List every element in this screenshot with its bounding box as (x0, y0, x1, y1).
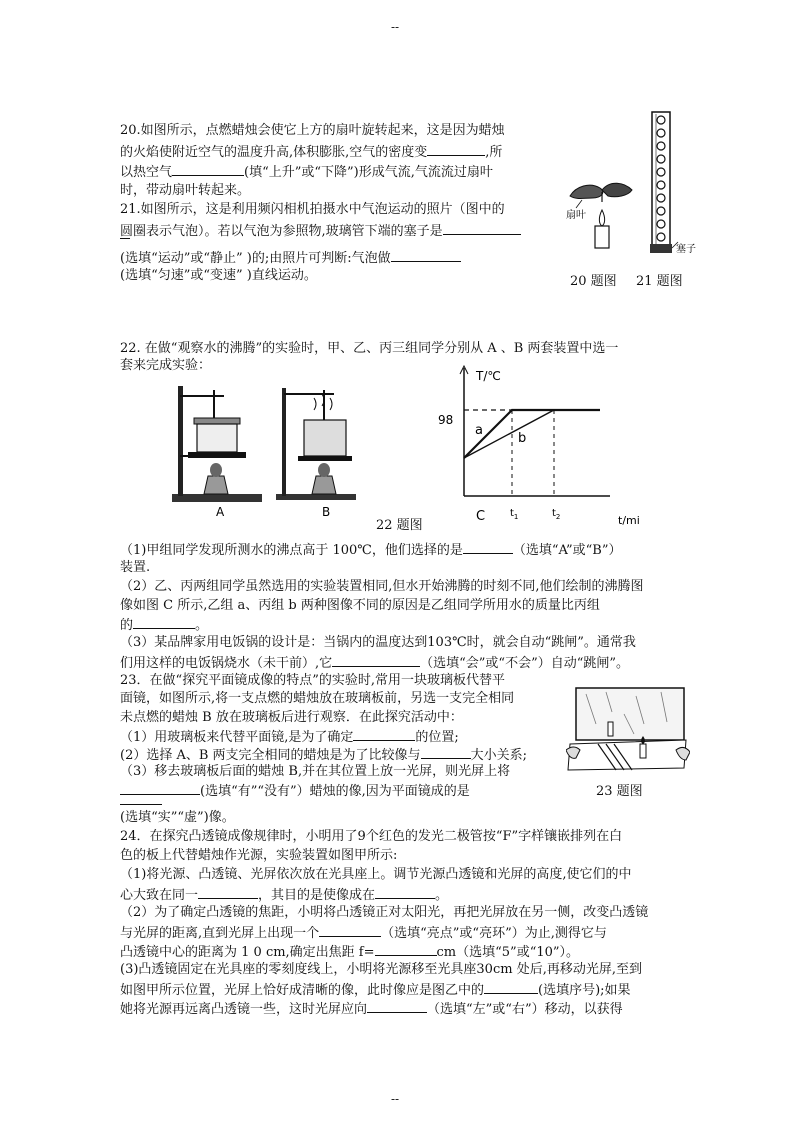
y-tick-label: 98 (438, 413, 454, 427)
fig23-caption: 23 题图 (596, 784, 643, 799)
q22-line1: 22. 在做“观察水的沸腾”的实验时，甲、乙、丙三组同学分别从 A 、B 两套装置中选一 (120, 341, 619, 356)
x-tick-t2: $t_2$ (552, 508, 561, 521)
q24-text: (选填序号);如果 (538, 983, 631, 998)
candle-a (640, 744, 646, 758)
fig23-mirror (566, 684, 690, 774)
q22-p1-line2: 装置. (120, 560, 151, 575)
stand-a-base (172, 494, 262, 502)
bubble (657, 116, 665, 124)
q24-blank-image[interactable] (484, 981, 538, 994)
candle-flame (599, 210, 604, 226)
q24-p2-line2 (120, 924, 607, 942)
q23-blank-has-image[interactable] (120, 782, 200, 795)
candle-body (595, 226, 609, 248)
burner-b (312, 476, 336, 494)
table-surface (568, 740, 686, 770)
q24-line2: 色的板上代替蜡烛作光源，实验装置如图甲所示: (120, 848, 398, 863)
q24-text: ，其目的是使像成在 (258, 888, 376, 903)
burner-a (204, 476, 228, 494)
burner-a-flame (210, 463, 222, 477)
bubble (657, 168, 665, 176)
fig22-chart (430, 362, 670, 532)
q24-text: 凸透镜中心的距离为 1 0 cm,确定出焦距 f= (120, 945, 375, 960)
q24-blank-direction[interactable] (367, 1000, 427, 1013)
beaker-a-lid (194, 418, 240, 424)
q23-text: （1）用玻璃板来代替平面镜,是为了确定 (120, 730, 354, 745)
q24-text: cm（选填“5”或“10”）。 (436, 945, 580, 960)
q24-blank-screen[interactable] (375, 886, 435, 899)
q23-blank-image-type[interactable] (120, 804, 162, 805)
fig21-caption: 21 题图 (636, 274, 683, 289)
x-axis-label: t/mi (618, 514, 640, 527)
q24-blank-focal[interactable] (375, 943, 437, 956)
fan-label: 扇叶 (566, 210, 586, 221)
fan-label-pointer (576, 200, 582, 208)
q21-line2 (120, 222, 521, 240)
q20-text: 以热空气 (120, 165, 173, 180)
y-axis-label: T/℃ (476, 369, 501, 383)
q24-p2-line3 (120, 943, 579, 961)
bubble (657, 194, 665, 202)
q20-line4: 时，带动扇叶转起来。 (120, 183, 251, 198)
fig22-apparatus (164, 376, 364, 521)
series-a-line (464, 410, 600, 458)
q22-text: （选填“会”或“不会”）自动“跳闸”。 (420, 656, 630, 671)
bubble (657, 220, 665, 228)
q23-text: (2）选择 A、B 两支完全相同的蜡烛是为了比较像与 (120, 748, 421, 763)
q24-p3-line3 (120, 1000, 623, 1018)
beaker-a (197, 424, 237, 452)
q22-p2-line2: 像如图 C 所示,乙组 a、丙组 b 两种图像不同的原因是乙组同学所用水的质量比丙组 (120, 598, 600, 613)
chart-marks (464, 410, 600, 521)
fig21-glass-tube (646, 110, 706, 260)
q22-text: （选填“A”或“B”） (512, 543, 622, 558)
q20-blank-density[interactable] (427, 143, 485, 156)
q22-p2-line1: （2）乙、丙两组同学虽然选用的实验装置相同,但水开始沸腾的时刻不同,他们绘制的沸腾图 (120, 579, 644, 594)
q23-p1 (120, 728, 459, 746)
q23-p3-line2 (120, 782, 470, 800)
q24-p3-line2 (120, 981, 631, 999)
q21-text: 圆圈表示气泡）。若以气泡为参照物,玻璃管下端的塞子是 (120, 224, 443, 239)
glass-plate (576, 688, 684, 740)
fig22-label-b: B (322, 505, 331, 519)
q24-blank-spot[interactable] (319, 924, 381, 937)
bubble (657, 233, 665, 241)
q22-text: 们用这样的电饭锅烧水（未干前）,它 (120, 656, 333, 671)
q21-line1: 21.如图所示，这是利用频闪相机拍摄水中气泡运动的照片（图中的 (120, 202, 505, 217)
q22-p2-line3 (120, 616, 208, 634)
q23-line2: 面镜，如图所示,将一支点燃的蜡烛放在玻璃板前，另选一支完全相同 (120, 691, 515, 706)
candle-b (608, 722, 613, 736)
q24-text: 心大致在同一 (120, 888, 199, 903)
page-footer: -- (391, 1092, 400, 1106)
q20-line2 (120, 143, 502, 161)
fig20-fan-candle (562, 168, 642, 253)
q24-text: 如图甲所示位置，光屏上恰好成清晰的像，此时像应是图乙中的 (120, 983, 485, 998)
q22-p3-line1: （3）某品牌家用电饭锅的设计是：当锅内的温度达到103℃时，就会自动“跳闸”。通常我 (120, 635, 636, 650)
q22-text: 的 (120, 618, 134, 633)
beaker-b (304, 420, 346, 456)
q23-p3-line3: (选填“实”“虚”)像。 (120, 810, 235, 825)
q20-line1: 20.如图所示，点燃蜡烛会使它上方的扇叶旋转起来，这是因为蜡烛 (120, 123, 505, 138)
q24-p2-line1: （2）为了确定凸透镜的焦距，小明将凸透镜正对太阳光，再把光屏放在另一侧，改变凸透镜 (120, 905, 649, 920)
q21-blank-plug[interactable] (443, 222, 521, 235)
q23-line3: 未点燃的蜡烛 B 放在玻璃板后进行观察．在此探究活动中： (120, 710, 463, 725)
q24-text: 。 (435, 888, 449, 903)
fig20-caption: 20 题图 (570, 274, 617, 289)
q24-p1-line1: （1)将光源、凸透镜、光屏依次放在光具座上。调节光源凸透镜和光屏的高度,使它们的中 (120, 867, 632, 882)
q22-p3-line2 (120, 654, 629, 672)
q23-text: （3）移去玻璃板后面的蜡烛 B,并在其位置上放一光屏，则光屏上将 (120, 764, 511, 779)
q23-p3-line1 (120, 764, 510, 780)
q21-blank-motion[interactable] (391, 249, 461, 262)
q21-line3 (120, 249, 461, 267)
bubble (657, 155, 665, 163)
q22-text: （1)甲组同学发现所测水的沸点高于 100℃，他们选择的是 (120, 543, 463, 558)
stand-b-rod (282, 388, 286, 496)
q24-line1: 24．在探究凸透镜成像规律时，小明用了9个红色的发光二极管按“F”字样镶嵌排列在白 (120, 829, 623, 844)
q24-text: 她将光源再远离凸透镜一些，这时光屏应向 (120, 1002, 368, 1017)
q22-text: 。 (195, 618, 209, 633)
stand-a-rod (178, 386, 183, 496)
q22-blank-trip[interactable] (332, 654, 420, 667)
q23-blank-position[interactable] (353, 728, 415, 741)
q20-text: 的火焰使附近空气的温度升高,体积膨胀,空气的密度变 (120, 145, 428, 160)
q22-blank-mass[interactable] (133, 616, 195, 629)
q20-line3 (120, 163, 493, 181)
q20-text: ,所 (485, 145, 503, 160)
gauze-b (298, 456, 352, 461)
q21-line4: (选填“匀速”或“变速” )直线运动。 (120, 268, 317, 283)
gauze-a (188, 452, 246, 458)
q21-text: (选填“运动”或“静止” )的;由照片可判断:气泡做 (120, 251, 391, 266)
q22-p1-line1 (120, 541, 621, 559)
q23-p2 (120, 746, 527, 764)
q24-blank-height[interactable] (198, 886, 258, 899)
bubble (657, 181, 665, 189)
stand-b-base (276, 494, 356, 500)
series-a-label: a (475, 423, 483, 438)
q23-text: (选填“有”“没有”）蜡烛的像,因为平面镜成的是 (200, 784, 470, 799)
q23-blank-size[interactable] (421, 746, 471, 759)
bubble (657, 142, 665, 150)
q22-blank-apparatus[interactable] (463, 541, 513, 554)
series-b-label: b (518, 431, 527, 446)
q23-text: 的位置; (415, 730, 459, 745)
plug-label: 塞子 (676, 244, 696, 255)
q24-text: （选填“左”或“右”）移动，以获得 (427, 1002, 623, 1017)
q22-line2: 套来完成实验： (120, 358, 212, 373)
fig-c-label: C (476, 509, 486, 524)
q23-line1: 23．在做“探究平面镜成像的特点”的实验时,常用一块玻璃板代替平 (120, 673, 505, 688)
fan-blade-right (602, 183, 632, 197)
page-header: -- (391, 20, 400, 34)
fig22-caption: 22 题图 (376, 518, 423, 533)
tube-plug (650, 244, 672, 253)
q20-text: (填“上升”或“下降”)形成气流,气流流过扇叶 (244, 165, 493, 180)
bubble (657, 207, 665, 215)
series-b-line (464, 410, 600, 458)
q24-p3-line1: (3)凸透镜固定在光具座的零刻度线上，小明将光源移至光具座30cm 处后,再移动光屏,至到 (120, 962, 642, 977)
q24-p1-line2 (120, 886, 448, 904)
q21-blank-plug-cont[interactable] (120, 238, 130, 239)
q24-text: 与光屏的距离,直到光屏上出现一个 (120, 926, 320, 941)
fan-blade-left (570, 185, 603, 198)
q20-blank-air[interactable] (172, 163, 244, 176)
fig22-label-a: A (216, 505, 225, 519)
burner-b-flame (318, 463, 330, 477)
q24-text: （选填“亮点”或“亮环”）为止,测得它与 (381, 926, 607, 941)
q23-text: 大小关系; (470, 748, 527, 763)
x-tick-t1: $t_1$ (510, 508, 519, 521)
bubble (657, 129, 665, 137)
